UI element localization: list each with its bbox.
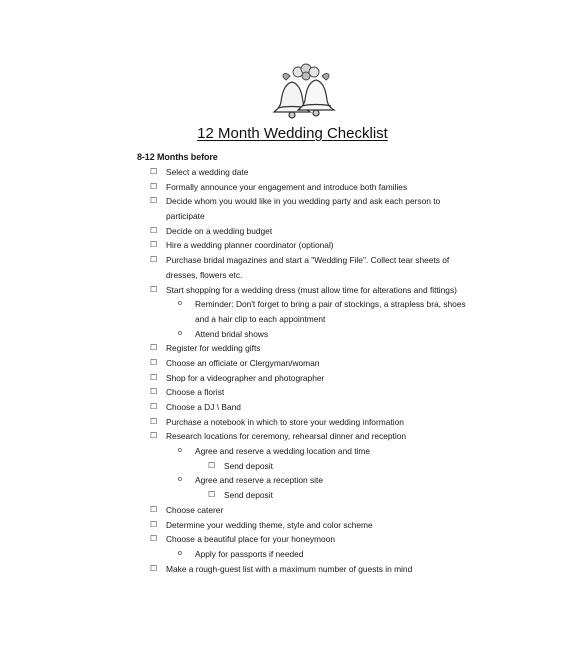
page-title: 12 Month Wedding Checklist	[197, 125, 388, 142]
checklist-item-text: Purchase bridal magazines and start a "Wedding File". Collect tear sheets of	[166, 255, 450, 266]
checklist-item-text: Hire a wedding planner coordinator (optional)	[166, 240, 334, 251]
checklist-item	[0, 238, 585, 253]
checklist-item-text: Formally announce your engagement and introduce both families	[166, 181, 408, 192]
checklist-item-text: Purchase a notebook in which to store your wedding information	[166, 416, 404, 427]
checklist-item-text: Choose a beautiful place for your honeymoon	[166, 534, 336, 545]
checklist-item	[0, 283, 585, 298]
circle-bullet-icon: o	[178, 447, 182, 455]
checklist-item	[0, 224, 585, 239]
checkbox-icon: ☐	[150, 563, 158, 573]
checkbox-icon: ☐	[150, 167, 158, 176]
checkbox-icon: ☐	[150, 416, 158, 426]
checklist-item-text: Select a wedding date	[166, 167, 249, 177]
circle-bullet-icon: o	[178, 476, 182, 484]
checkbox-icon: ☐	[150, 402, 158, 411]
checklist-item	[0, 268, 585, 283]
circle-bullet-icon: o	[178, 300, 182, 308]
checklist-item	[0, 459, 585, 474]
checklist-item	[0, 488, 585, 503]
checkbox-icon: ☐	[150, 225, 158, 235]
checkbox-icon: ☐	[150, 431, 158, 441]
checklist-item-text: Choose caterer	[166, 504, 224, 515]
checklist-item-text: Attend bridal shows	[195, 328, 269, 339]
checkbox-icon: ☐	[208, 490, 216, 500]
checklist-item	[0, 473, 585, 488]
checklist-item	[0, 180, 585, 195]
checkbox-icon: ☐	[150, 387, 158, 397]
checklist-item-text: Send deposit	[224, 490, 273, 501]
checklist-item-text: Make a rough-guest list with a maximum number of guests in mind	[166, 563, 413, 574]
checklist-item	[0, 312, 585, 327]
checklist-item	[0, 165, 585, 180]
checklist-item	[0, 400, 585, 415]
checklist-item-text: Choose a DJ \ Band	[166, 402, 241, 412]
checklist-item	[0, 503, 585, 518]
checklist-item	[0, 297, 585, 312]
checklist-item-text: Reminder: Don't forget to bring a pair of stockings, a strapless bra, shoes	[195, 299, 466, 310]
checklist-item-text: and a hair clip to each appointment	[195, 313, 326, 324]
checklist-item-text: Research locations for ceremony, rehearsal dinner and reception	[166, 431, 407, 442]
checklist-item	[0, 518, 585, 533]
checkbox-icon: ☐	[150, 519, 158, 529]
wedding-bells-icon	[270, 60, 340, 124]
checklist-item-text: Shop for a videographer and photographer	[166, 372, 325, 383]
checklist-item-text: Choose a florist	[166, 387, 225, 398]
checklist-item	[0, 385, 585, 400]
checklist-item-text: Agree and reserve a reception site	[195, 475, 324, 486]
checklist-item	[0, 547, 585, 562]
checklist-item-text: Apply for passports if needed	[195, 548, 304, 559]
checklist-item-text: Send deposit	[224, 460, 273, 471]
checkbox-icon: ☐	[150, 343, 158, 353]
checklist-item	[0, 532, 585, 547]
checklist-item-text: Determine your wedding theme, style and color scheme	[166, 519, 373, 530]
checkbox-icon: ☐	[150, 240, 158, 250]
checkbox-icon: ☐	[150, 196, 158, 206]
checklist-item-text: Agree and reserve a wedding location and time	[195, 446, 371, 457]
checklist-item	[0, 253, 585, 268]
checkbox-icon: ☐	[150, 534, 158, 544]
checklist-item-text: dresses, flowers etc.	[166, 269, 243, 280]
checklist-item	[0, 444, 585, 459]
checklist-item	[0, 371, 585, 386]
checklist-item-text: Choose an officiate or Clergyman/woman	[166, 357, 320, 368]
circle-bullet-icon: o	[178, 329, 182, 337]
checkbox-icon: ☐	[150, 372, 158, 382]
checklist-item-text: Decide on a wedding budget	[166, 225, 273, 236]
checklist-item	[0, 562, 585, 577]
checklist	[0, 165, 585, 576]
checkbox-icon: ☐	[150, 181, 158, 191]
checklist-item-text: Register for wedding gifts	[166, 343, 261, 354]
checklist-item	[0, 327, 585, 342]
checklist-item-text: Decide whom you would like in you wedding party and ask each person to	[166, 196, 441, 207]
checklist-item	[0, 429, 585, 444]
checklist-item	[0, 341, 585, 356]
circle-bullet-icon: o	[178, 549, 182, 557]
checkbox-icon: ☐	[208, 460, 216, 470]
section-heading: 8-12 Months before	[137, 152, 218, 162]
checklist-item	[0, 415, 585, 430]
checklist-item	[0, 356, 585, 371]
checklist-item	[0, 209, 585, 224]
checkbox-icon: ☐	[150, 284, 158, 294]
checkbox-icon: ☐	[150, 255, 158, 265]
checklist-item-text: Start shopping for a wedding dress (must allow time for alterations and fittings)	[166, 284, 457, 295]
checkbox-icon: ☐	[150, 504, 158, 514]
checklist-item	[0, 194, 585, 209]
checkbox-icon: ☐	[150, 357, 158, 367]
checklist-item-text: participate	[166, 211, 205, 222]
